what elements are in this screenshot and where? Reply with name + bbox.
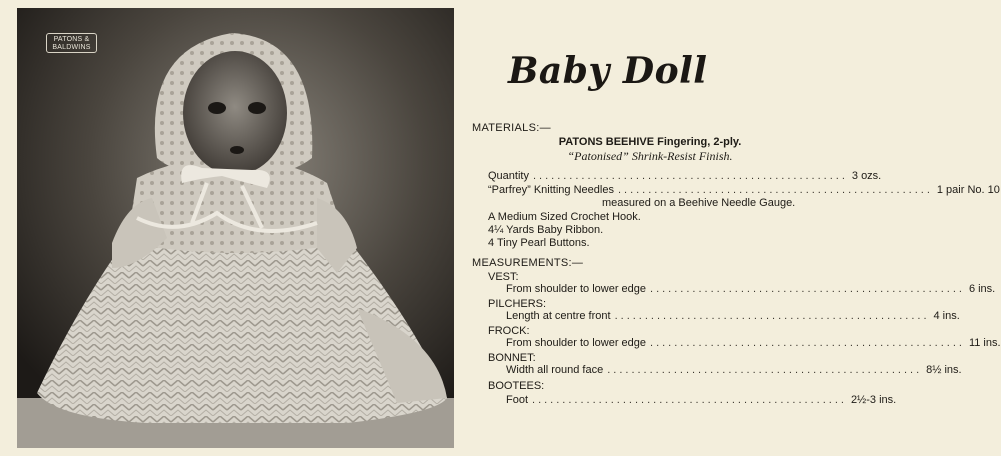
bootees-value: 2½-3 ins. — [850, 394, 897, 406]
materials-heading: MATERIALS:— — [472, 122, 551, 134]
bonnet-heading: BONNET: — [488, 352, 536, 364]
dot-leader: .................................................... — [614, 310, 930, 322]
doll-illustration — [17, 8, 454, 448]
frock-heading: FROCK: — [488, 325, 530, 337]
quantity-row — [488, 170, 882, 183]
doll-photograph — [17, 8, 454, 448]
pilchers-row — [506, 310, 960, 323]
needles-value: 1 pair No. 10 — [936, 184, 1000, 196]
bonnet-label: Width all round face — [506, 364, 604, 376]
buttons: 4 Tiny Pearl Buttons. — [488, 237, 590, 249]
yarn-finish: “Patonised” Shrink-Resist Finish. — [567, 149, 733, 163]
vest-label: From shoulder to lower edge — [506, 283, 647, 295]
brand-logo-line: BALDWINS — [52, 44, 91, 51]
quantity-label: Quantity — [488, 170, 529, 182]
bonnet-value: 8½ ins. — [926, 364, 962, 376]
bonnet-row — [506, 364, 962, 377]
vest-value: 6 ins. — [968, 283, 996, 295]
crochet-hook: A Medium Sized Crochet Hook. — [488, 211, 641, 223]
needles-row — [488, 184, 1000, 197]
ribbon: 4¼ Yards Baby Ribbon. — [488, 224, 604, 236]
dot-leader: .................................................... — [532, 394, 847, 406]
frock-label: From shoulder to lower edge — [506, 337, 647, 349]
frock-value: 11 ins. — [968, 337, 1001, 349]
dot-leader: .................................................... — [650, 283, 965, 295]
bootees-heading: BOOTEES: — [488, 380, 545, 392]
yarn-name: PATONS BEEHIVE Fingering, 2-ply. — [558, 136, 742, 148]
needles-label: “Parfrey” Knitting Needles — [488, 184, 614, 196]
pattern-title: Baby Doll — [508, 50, 708, 92]
dot-leader: .................................................... — [607, 364, 923, 376]
pilchers-value: 4 ins. — [933, 310, 960, 322]
frock-row — [506, 337, 1001, 350]
dot-leader: .................................................... — [650, 337, 965, 349]
dot-leader: .................................................... — [532, 170, 848, 182]
bootees-label: Foot — [506, 394, 529, 406]
quantity-value: 3 ozs. — [851, 170, 882, 182]
vest-heading: VEST: — [488, 271, 519, 283]
needles-note: measured on a Beehive Needle Gauge. — [602, 197, 796, 209]
measurements-heading: MEASUREMENTS:— — [472, 257, 584, 269]
pilchers-label: Length at centre front — [506, 310, 611, 322]
vest-row — [506, 283, 996, 296]
brand-logo — [46, 33, 97, 53]
brand-logo-line: PATONS & — [53, 36, 90, 43]
pilchers-heading: PILCHERS: — [488, 298, 547, 310]
dot-leader: .................................................... — [617, 184, 933, 196]
bootees-row — [506, 394, 897, 407]
